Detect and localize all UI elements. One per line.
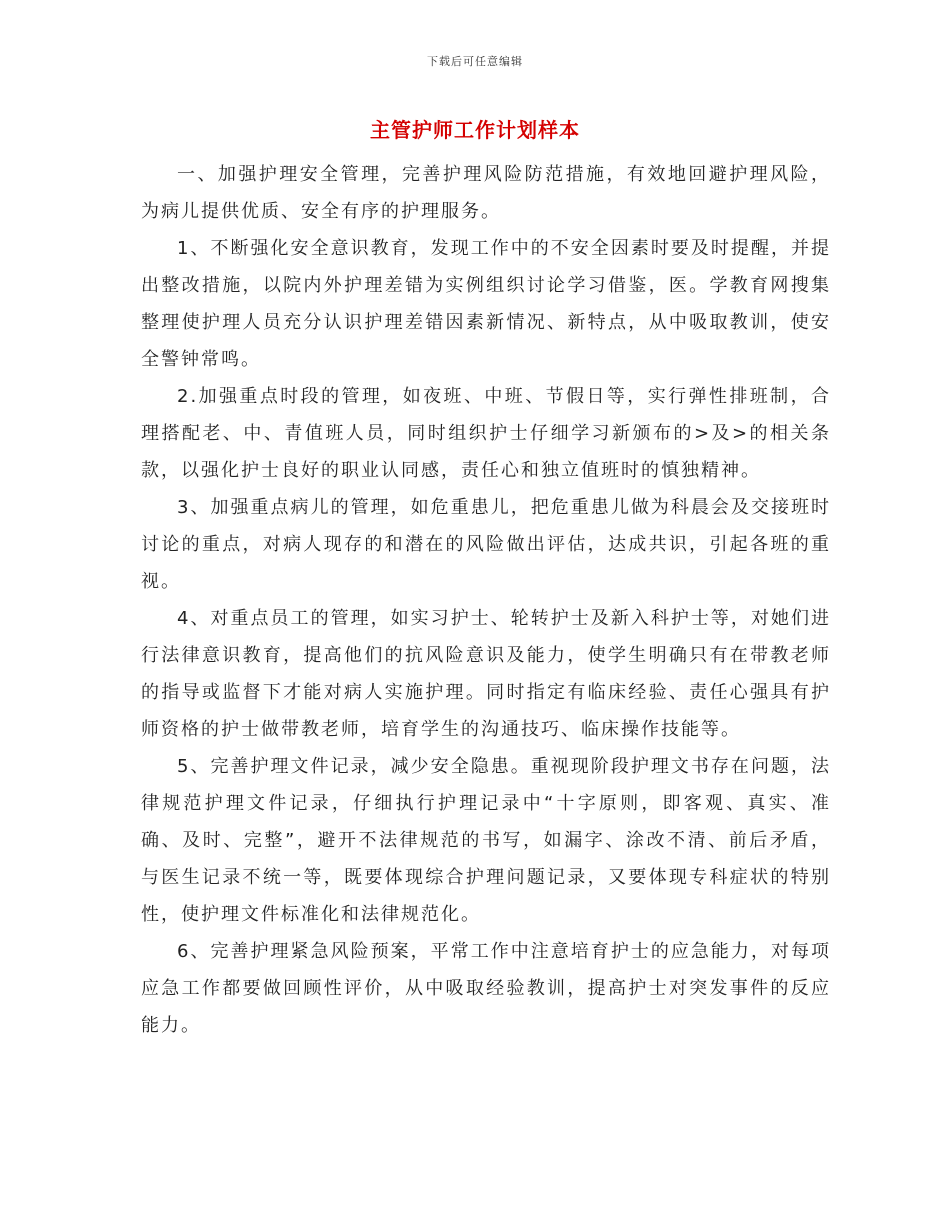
paragraph-section-1: 一、加强护理安全管理，完善护理风险防范措施，有效地回避护理风险，为病儿提供优质、安全有序的护理服务。 bbox=[141, 164, 831, 222]
paragraph-item-5: 5、完善护理文件记录，减少安全隐患。重视现阶段护理文书存在问题，法律规范护理文件记录，仔细执行护理记录中“十字原则，即客观、真实、准确、及时、完整”，避开不法律规范的书写，如漏字、涂改不清、前后矛盾，与医生记录不统一等，既要体现综合护理问题记录，又要体现专科症状的特别性，使护理文件标准化和法律规范化。 bbox=[141, 756, 831, 925]
paragraph-item-3: 3、加强重点病儿的管理，如危重患儿，把危重患儿做为科晨会及交接班时讨论的重点，对病人现存的和潜在的风险做出评估，达成共识，引起各班的重视。 bbox=[141, 497, 831, 592]
paragraph-item-1: 1、不断强化安全意识教育，发现工作中的不安全因素时要及时提醒，并提出整改措施，以院内外护理差错为实例组织讨论学习借鉴，医。学教育网搜集整理使护理人员充分认识护理差错因素新情况、新特点，从中吸取教训，使安全警钟常鸣。 bbox=[141, 238, 831, 370]
page-header: 下载后可任意编辑 bbox=[427, 55, 523, 68]
document-title: 主管护师工作计划样本 bbox=[370, 118, 580, 142]
paragraph-item-2: 2.加强重点时段的管理，如夜班、中班、节假日等，实行弹性排班制，合理搭配老、中、青值班人员，同时组织护士仔细学习新颁布的>及>的相关条款，以强化护士良好的职业认同感，责任心和独立值班时的慎独精神。 bbox=[141, 386, 831, 481]
paragraph-item-6: 6、完善护理紧急风险预案，平常工作中注意培育护士的应急能力，对每项应急工作都要做回顾性评价，从中吸取经验教训，提高护士对突发事件的反应能力。 bbox=[141, 941, 831, 1036]
paragraph-item-4: 4、对重点员工的管理，如实习护士、轮转护士及新入科护士等，对她们进行法律意识教育，提高他们的抗风险意识及能力，使学生明确只有在带教老师的指导或监督下才能对病人实施护理。同时指定有临床经验、责任心强具有护师资格的护士做带教老师，培育学生的沟通技巧、临床操作技能等。 bbox=[141, 608, 831, 740]
document-body bbox=[141, 156, 831, 1044]
